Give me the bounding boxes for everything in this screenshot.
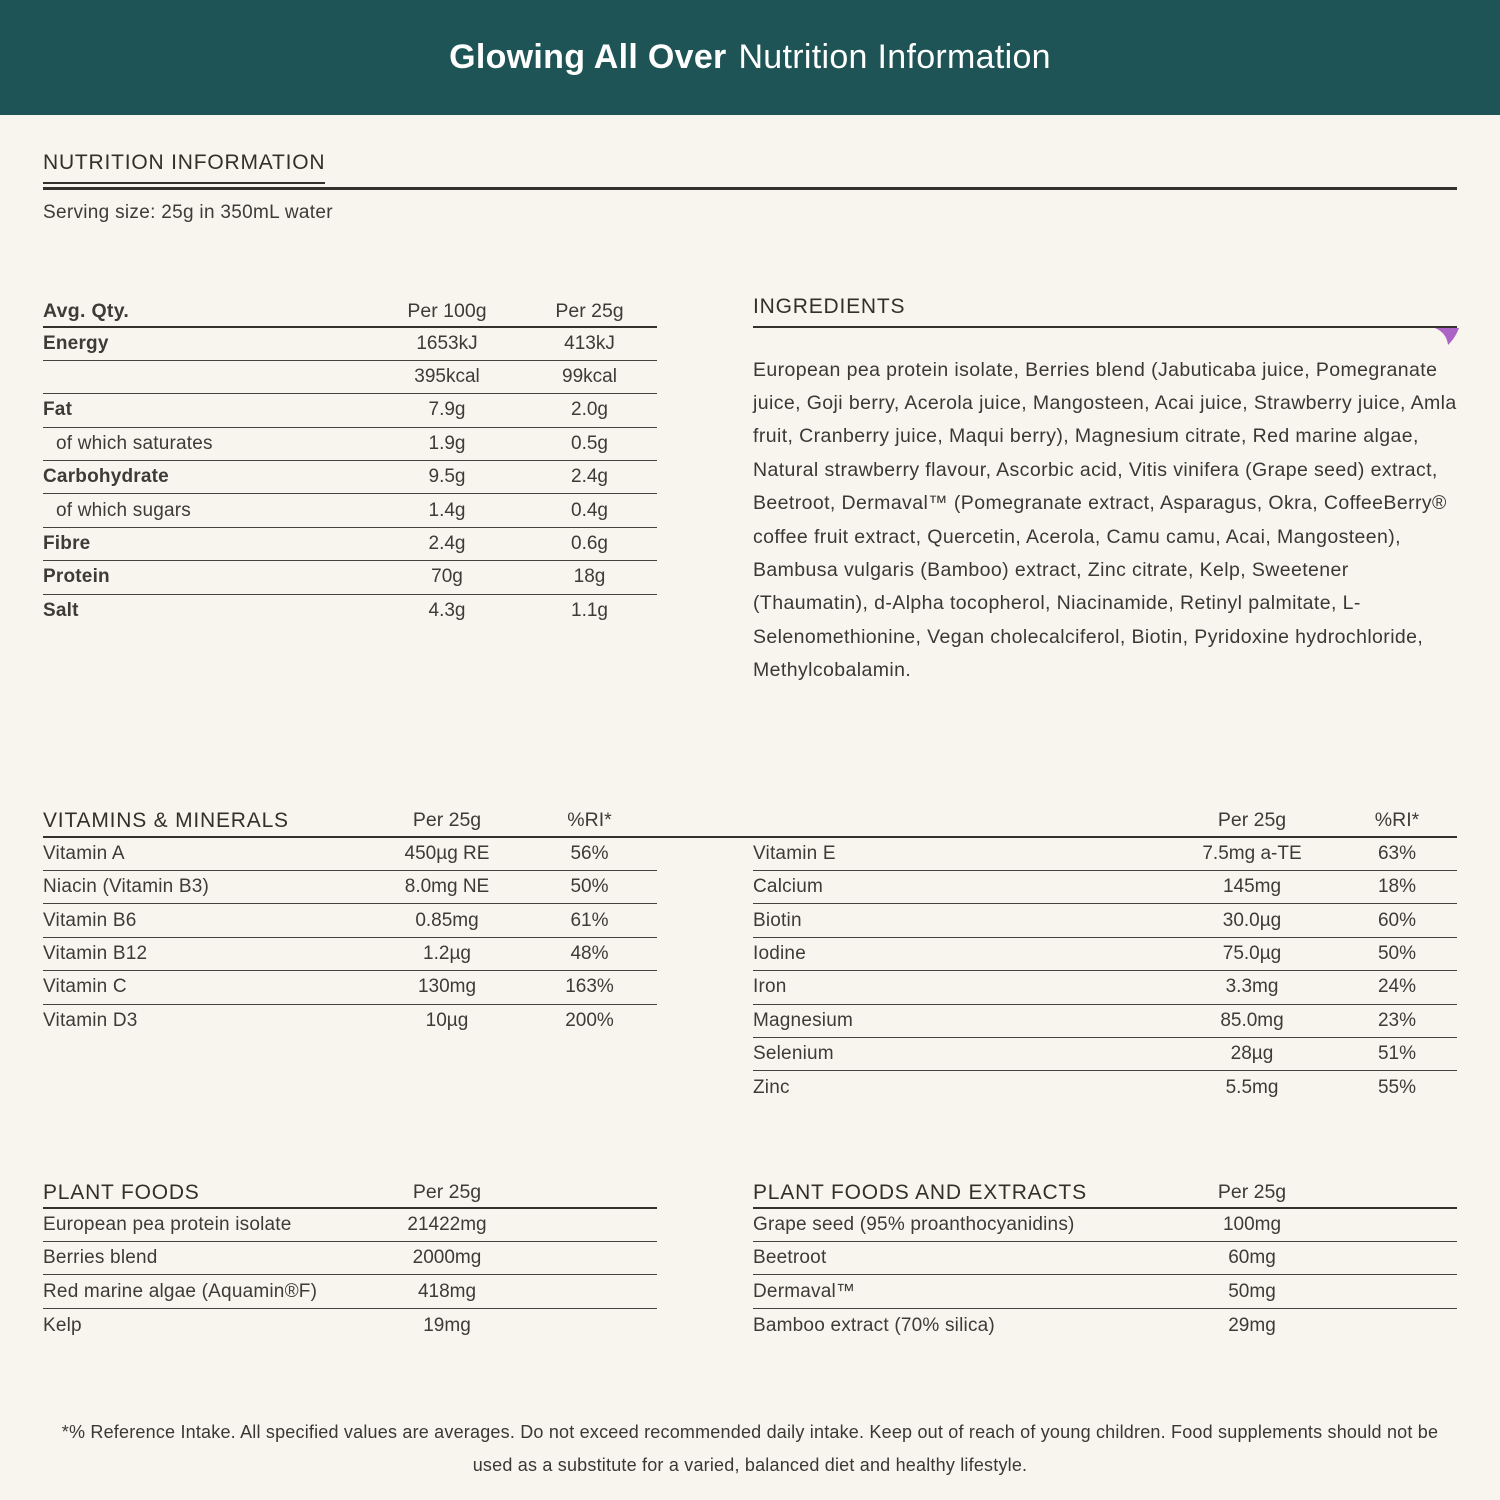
mineral-ri-percent: 50% bbox=[1377, 942, 1417, 964]
vitamin-ri-percent: 48% bbox=[570, 942, 609, 964]
vitamin-ri-percent: 163% bbox=[565, 976, 614, 998]
nutrient-value-per25g: 18g bbox=[573, 566, 606, 588]
vitamins-right-rows bbox=[753, 838, 1457, 1105]
vitamins-right-ri: %RI* bbox=[1374, 809, 1420, 832]
vitamins-left-ri: %RI* bbox=[567, 809, 612, 832]
mineral-value: 7.5mg a-TE bbox=[1202, 842, 1302, 864]
plant-extracts-per25g: Per 25g bbox=[1217, 1181, 1287, 1204]
vitamins-minerals-heading: VITAMINS & MINERALS bbox=[43, 808, 289, 832]
vitamin-value: 0.85mg bbox=[415, 909, 479, 931]
vitamins-right-header bbox=[753, 806, 1457, 836]
mineral-row bbox=[753, 838, 1457, 871]
purple-cursor-icon bbox=[1434, 328, 1459, 347]
nutrient-label: Fibre bbox=[43, 533, 91, 555]
nutrient-value-per25g: 2.4g bbox=[571, 466, 608, 488]
nutrient-value-per25g: 1.1g bbox=[571, 600, 608, 622]
mineral-value: 30.0µg bbox=[1222, 909, 1282, 931]
plant-food-label: Red marine algae (Aquamin®F) bbox=[43, 1280, 318, 1302]
ingredients-header bbox=[753, 294, 1457, 328]
vitamin-row bbox=[43, 971, 657, 1004]
mineral-value: 75.0µg bbox=[1222, 942, 1282, 964]
mineral-value: 3.3mg bbox=[1225, 976, 1279, 998]
nutrient-row bbox=[43, 461, 657, 494]
mineral-label: Magnesium bbox=[753, 1009, 854, 1031]
nutrient-value-per100g: 7.9g bbox=[428, 399, 466, 421]
mineral-ri-percent: 55% bbox=[1377, 1076, 1417, 1098]
nutrient-label: of which sugars bbox=[56, 499, 192, 521]
main-table-header-per25g: Per 25g bbox=[555, 300, 624, 322]
vitamin-row bbox=[43, 904, 657, 937]
footnote: *% Reference Intake. All specified values are averages. Do not exceed recommended daily intake. Keep out of reach of young children. Food supplements should not be used as a substitute for a varied, balanced diet and healthy lifestyle. bbox=[61, 1422, 1439, 1475]
main-table-header-per100g: Per 100g bbox=[407, 300, 487, 322]
plant-extracts-heading: PLANT FOODS AND EXTRACTS bbox=[753, 1180, 1087, 1204]
nutrient-label: of which saturates bbox=[56, 432, 213, 454]
main-table-header-label: Avg. Qty. bbox=[43, 300, 130, 322]
plant-foods-section bbox=[43, 1179, 657, 1343]
plant-extract-value: 29mg bbox=[1228, 1314, 1276, 1336]
vitamin-label: Niacin (Vitamin B3) bbox=[43, 876, 210, 898]
plant-foods-rows bbox=[43, 1209, 657, 1343]
plant-food-row bbox=[43, 1242, 657, 1275]
vitamins-table-header bbox=[43, 806, 1457, 838]
mineral-row bbox=[753, 938, 1457, 971]
vitamin-ri-percent: 200% bbox=[565, 1010, 614, 1032]
vitamin-label: Vitamin D3 bbox=[43, 1010, 138, 1032]
nutrient-row bbox=[43, 328, 657, 361]
banner-subtitle: Nutrition Information bbox=[738, 38, 1051, 76]
ingredients-text: European pea protein isolate, Berries blend (Jabuticaba juice, Pomegranate juice, Goji berry, Acerola juice, Mangosteen, Acai juice, Strawberry juice, Amla fruit, Cranberry juice, Maqui berry), Magnesium citrate, Red marine algae, Natural strawberry flavour, Ascorbic acid, Vitis vinifera (Grape seed) extract, Beetroot, Dermaval™ (Pomegranate extract, Asparagus, Okra, CoffeeBerry® coffee fruit extract, Quercetin, Acerola, Camu camu, Acai, Mangosteen), Bambusa vulgaris (Bamboo) extract, Zinc citrate, Kelp, Sweetener (Thaumatin), d-Alpha tocopherol, Niacinamide, Retinyl palmitate, L-Selenomethionine, Vegan cholecalciferol, Biotin, Pyridoxine hydrochloride, Methylcobalamin. bbox=[753, 358, 1457, 682]
nutrient-value-per25g: 99kcal bbox=[562, 366, 617, 388]
vitamins-left-per25g: Per 25g bbox=[412, 809, 482, 832]
plant-extracts-section bbox=[753, 1179, 1457, 1343]
plant-foods-per25g: Per 25g bbox=[412, 1181, 482, 1204]
plant-food-label: European pea protein isolate bbox=[43, 1213, 292, 1235]
top-section bbox=[43, 294, 1457, 688]
nutrient-row bbox=[43, 428, 657, 461]
nutrient-value-per100g: 1.4g bbox=[428, 499, 466, 521]
plant-extract-value: 60mg bbox=[1228, 1247, 1276, 1269]
mineral-ri-percent: 18% bbox=[1377, 876, 1417, 898]
plant-extracts-header bbox=[753, 1179, 1457, 1209]
nutrient-value-per100g: 2.4g bbox=[428, 533, 466, 555]
plant-extract-label: Dermaval™ bbox=[753, 1280, 856, 1302]
plant-section bbox=[43, 1179, 1457, 1343]
nutrient-value-per100g: 1653kJ bbox=[416, 332, 478, 354]
nutrient-value-per100g: 4.3g bbox=[428, 600, 466, 622]
plant-extract-value: 100mg bbox=[1222, 1213, 1282, 1235]
vitamin-label: Vitamin B12 bbox=[43, 942, 148, 964]
nutrient-row bbox=[43, 361, 657, 394]
plant-extract-label: Beetroot bbox=[753, 1247, 827, 1269]
nutrition-information-heading: NUTRITION INFORMATION bbox=[43, 151, 325, 184]
vitamin-ri-percent: 56% bbox=[570, 842, 609, 864]
nutrient-row bbox=[43, 561, 657, 594]
vitamin-row bbox=[43, 871, 657, 904]
nutrient-row bbox=[43, 394, 657, 427]
plant-food-row bbox=[43, 1275, 657, 1308]
plant-foods-heading: PLANT FOODS bbox=[43, 1180, 200, 1204]
mineral-ri-percent: 63% bbox=[1377, 842, 1417, 864]
main-table-rows bbox=[43, 328, 657, 629]
main-table-header bbox=[43, 298, 657, 328]
nutrient-label: Protein bbox=[43, 566, 110, 588]
plant-extract-label: Bamboo extract (70% silica) bbox=[753, 1314, 995, 1336]
nutrient-row bbox=[43, 595, 657, 628]
mineral-row bbox=[753, 1038, 1457, 1071]
vitamins-tables bbox=[43, 838, 1457, 1105]
mineral-value: 28µg bbox=[1230, 1043, 1274, 1065]
plant-extracts-rows bbox=[753, 1209, 1457, 1343]
mineral-value: 5.5mg bbox=[1225, 1076, 1279, 1098]
nutrient-value-per100g: 395kcal bbox=[414, 366, 480, 388]
product-name: Glowing All Over bbox=[449, 38, 727, 76]
plant-food-value: 2000mg bbox=[412, 1247, 482, 1269]
mineral-row bbox=[753, 1071, 1457, 1104]
nutrient-row bbox=[43, 494, 657, 527]
page-title bbox=[449, 38, 1051, 77]
vitamin-value: 450µg RE bbox=[404, 842, 490, 864]
plant-extract-label: Grape seed (95% proanthocyanidins) bbox=[753, 1213, 1075, 1235]
plant-foods-header bbox=[43, 1179, 657, 1209]
nutrient-row bbox=[43, 528, 657, 561]
mineral-value: 85.0mg bbox=[1220, 1009, 1284, 1031]
plant-food-value: 19mg bbox=[423, 1314, 471, 1336]
nutrient-value-per25g: 0.6g bbox=[571, 533, 608, 555]
nutrient-value-per100g: 9.5g bbox=[428, 466, 466, 488]
mineral-row bbox=[753, 1005, 1457, 1038]
plant-food-label: Berries blend bbox=[43, 1247, 158, 1269]
vitamin-label: Vitamin B6 bbox=[43, 909, 137, 931]
nutrient-label: Fat bbox=[43, 399, 73, 421]
mineral-label: Calcium bbox=[753, 876, 824, 898]
plant-food-value: 418mg bbox=[417, 1280, 477, 1302]
mineral-label: Vitamin E bbox=[753, 842, 836, 864]
vitamin-value: 8.0mg NE bbox=[404, 876, 490, 898]
plant-extract-row bbox=[753, 1242, 1457, 1275]
plant-extract-value: 50mg bbox=[1228, 1280, 1276, 1302]
plant-food-label: Kelp bbox=[43, 1314, 82, 1336]
nutrient-value-per100g: 70g bbox=[431, 566, 463, 588]
nutrient-value-per25g: 0.5g bbox=[571, 432, 608, 454]
vitamin-ri-percent: 61% bbox=[570, 909, 609, 931]
nutrient-value-per25g: 2.0g bbox=[571, 399, 608, 421]
header-divider bbox=[43, 187, 1457, 190]
vitamin-row bbox=[43, 1005, 657, 1038]
vitamin-label: Vitamin C bbox=[43, 976, 127, 998]
mineral-label: Zinc bbox=[753, 1076, 790, 1098]
plant-food-row bbox=[43, 1209, 657, 1242]
vitamins-left-rows bbox=[43, 838, 657, 1105]
mineral-label: Selenium bbox=[753, 1043, 834, 1065]
nutrient-value-per25g: 0.4g bbox=[571, 499, 608, 521]
mineral-label: Iron bbox=[753, 976, 787, 998]
nutrient-value-per25g: 413kJ bbox=[564, 332, 615, 354]
plant-extract-row bbox=[753, 1275, 1457, 1308]
mineral-ri-percent: 51% bbox=[1377, 1043, 1417, 1065]
mineral-row bbox=[753, 904, 1457, 937]
mineral-ri-percent: 60% bbox=[1377, 909, 1417, 931]
vitamin-ri-percent: 50% bbox=[570, 876, 609, 898]
vitamins-left-header bbox=[43, 806, 657, 836]
vitamins-minerals-section bbox=[43, 806, 1457, 1105]
mineral-value: 145mg bbox=[1222, 876, 1282, 898]
serving-size: Serving size: 25g in 350mL water bbox=[43, 201, 333, 223]
vitamin-row bbox=[43, 938, 657, 971]
vitamin-label: Vitamin A bbox=[43, 842, 125, 864]
plant-extract-row bbox=[753, 1209, 1457, 1242]
mineral-label: Iodine bbox=[753, 942, 806, 964]
main-nutrition-table bbox=[43, 298, 657, 688]
nutrient-label: Salt bbox=[43, 600, 79, 622]
mineral-row bbox=[753, 871, 1457, 904]
ingredients-heading: INGREDIENTS bbox=[753, 294, 906, 318]
nutrition-heading-block bbox=[43, 115, 1457, 184]
vitamin-value: 1.2µg bbox=[423, 942, 471, 964]
vitamins-right-per25g: Per 25g bbox=[1217, 809, 1287, 832]
plant-food-row bbox=[43, 1309, 657, 1342]
vitamin-value: 10µg bbox=[425, 1010, 469, 1032]
mineral-row bbox=[753, 971, 1457, 1004]
nutrient-value-per100g: 1.9g bbox=[428, 432, 466, 454]
mineral-label: Biotin bbox=[753, 909, 802, 931]
nutrient-label: Energy bbox=[43, 332, 109, 354]
mineral-ri-percent: 23% bbox=[1377, 1009, 1417, 1031]
page-banner bbox=[0, 0, 1500, 115]
plant-food-value: 21422mg bbox=[407, 1213, 487, 1235]
vitamin-row bbox=[43, 838, 657, 871]
mineral-ri-percent: 24% bbox=[1377, 976, 1417, 998]
label-content bbox=[0, 115, 1500, 1481]
nutrient-label: Carbohydrate bbox=[43, 466, 169, 488]
vitamin-value: 130mg bbox=[417, 976, 477, 998]
ingredients-section bbox=[753, 294, 1457, 688]
plant-extract-row bbox=[753, 1309, 1457, 1342]
